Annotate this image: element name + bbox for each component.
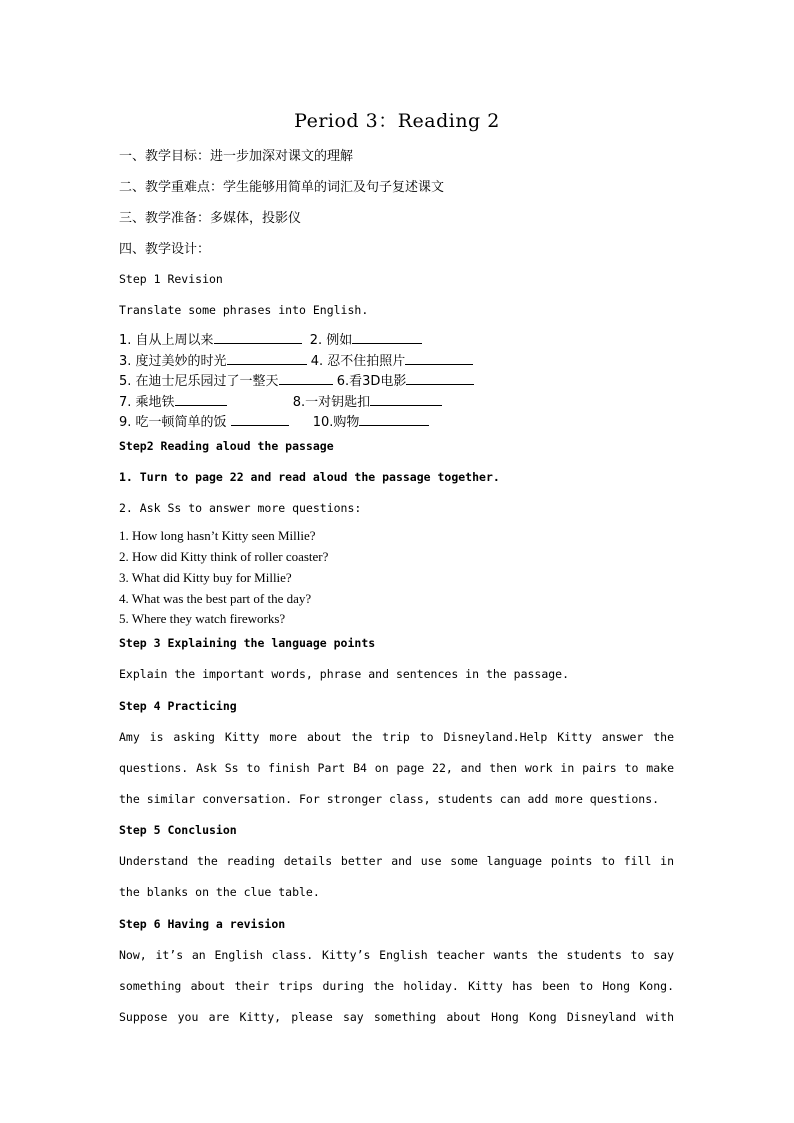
step3-heading: Step 3 Explaining the language points [119, 636, 376, 650]
key-points-line: 二、教学重难点：学生能够用简单的词汇及句子复述课文 [119, 180, 445, 195]
answer-blank [175, 393, 227, 406]
phrase-7: 7. 乘地铁 [119, 395, 175, 410]
step5-heading: Step 5 Conclusion [119, 823, 237, 837]
step2-task-1: 1. Turn to page 22 and read aloud the passage together. [119, 470, 500, 484]
step4-paragraph [119, 722, 674, 815]
phrase-5: 5. 在迪士尼乐园过了一整天 [119, 374, 279, 389]
question-5: 5. Where they watch fireworks? [119, 611, 286, 626]
paragraph-line: the blanks on the clue table. [119, 885, 320, 899]
answer-blank [352, 331, 422, 344]
phrase-3: 3. 度过美妙的时光 [119, 354, 227, 369]
question-4: 4. What was the best part of the day? [119, 591, 312, 606]
answer-blank [405, 352, 473, 365]
answer-blank [406, 372, 474, 385]
paragraph-line: questions. Ask Ss to finish Part B4 on page 22, and then work in pairs to make [119, 761, 674, 775]
answer-blank [370, 393, 442, 406]
translation-row [119, 329, 422, 348]
question-1: 1. How long hasn’t Kitty seen Millie? [119, 528, 316, 543]
paragraph-line: Amy is asking Kitty more about the trip to Disneyland.Help Kitty answer the [119, 730, 674, 744]
paragraph-line: Now, it’s an English class. Kitty’s English teacher wants the students to say [119, 948, 674, 962]
step6-paragraph [119, 940, 674, 1033]
question-3: 3. What did Kitty buy for Millie? [119, 570, 292, 585]
phrase-2: 2. 例如 [309, 333, 353, 348]
phrase-9: 9. 吃一顿简单的饭 [119, 415, 227, 430]
phrase-4: 4. 忍不住拍照片 [310, 354, 406, 369]
answer-blank [279, 372, 333, 385]
step2-task-2: 2. Ask Ss to answer more questions: [119, 501, 362, 515]
step5-paragraph [119, 846, 674, 908]
answer-blank [227, 352, 307, 365]
answer-blank [214, 331, 302, 344]
step1-instruction: Translate some phrases into English. [119, 303, 369, 317]
paragraph-line: Understand the reading details better and use some language points to fill in [119, 854, 674, 868]
paragraph-line: the similar conversation. For stronger class, students can add more questions. [119, 792, 660, 806]
question-2: 2. How did Kitty think of roller coaster? [119, 549, 329, 564]
preparation-line: 三、教学准备：多媒体，投影仪 [119, 211, 302, 226]
translation-row [119, 370, 474, 389]
translation-row [119, 391, 442, 410]
step2-heading: Step2 Reading aloud the passage [119, 439, 334, 453]
translation-row [119, 350, 473, 369]
answer-blank [231, 413, 289, 426]
translation-row [119, 411, 429, 430]
step6-heading: Step 6 Having a revision [119, 917, 286, 931]
phrase-6: 6.看3D电影 [336, 374, 407, 389]
paragraph-line: Suppose you are Kitty, please say something about Hong Kong Disneyland with [119, 1010, 674, 1024]
step3-text: Explain the important words, phrase and sentences in the passage. [119, 667, 570, 681]
answer-blank [359, 413, 429, 426]
paragraph-line: something about their trips during the holiday. Kitty has been to Hong Kong. [119, 979, 674, 993]
phrase-8: 8.一对钥匙扣 [292, 395, 371, 410]
design-heading: 四、教学设计： [119, 242, 211, 257]
step1-heading: Step 1 Revision [119, 272, 223, 286]
step4-heading: Step 4 Practicing [119, 699, 237, 713]
phrase-1: 1. 自从上周以来 [119, 333, 214, 348]
phrase-10: 10.购物 [312, 415, 360, 430]
page-title: Period 3：Reading 2 [294, 110, 500, 132]
objective-line: 一、教学目标：进一步加深对课文的理解 [119, 149, 354, 164]
